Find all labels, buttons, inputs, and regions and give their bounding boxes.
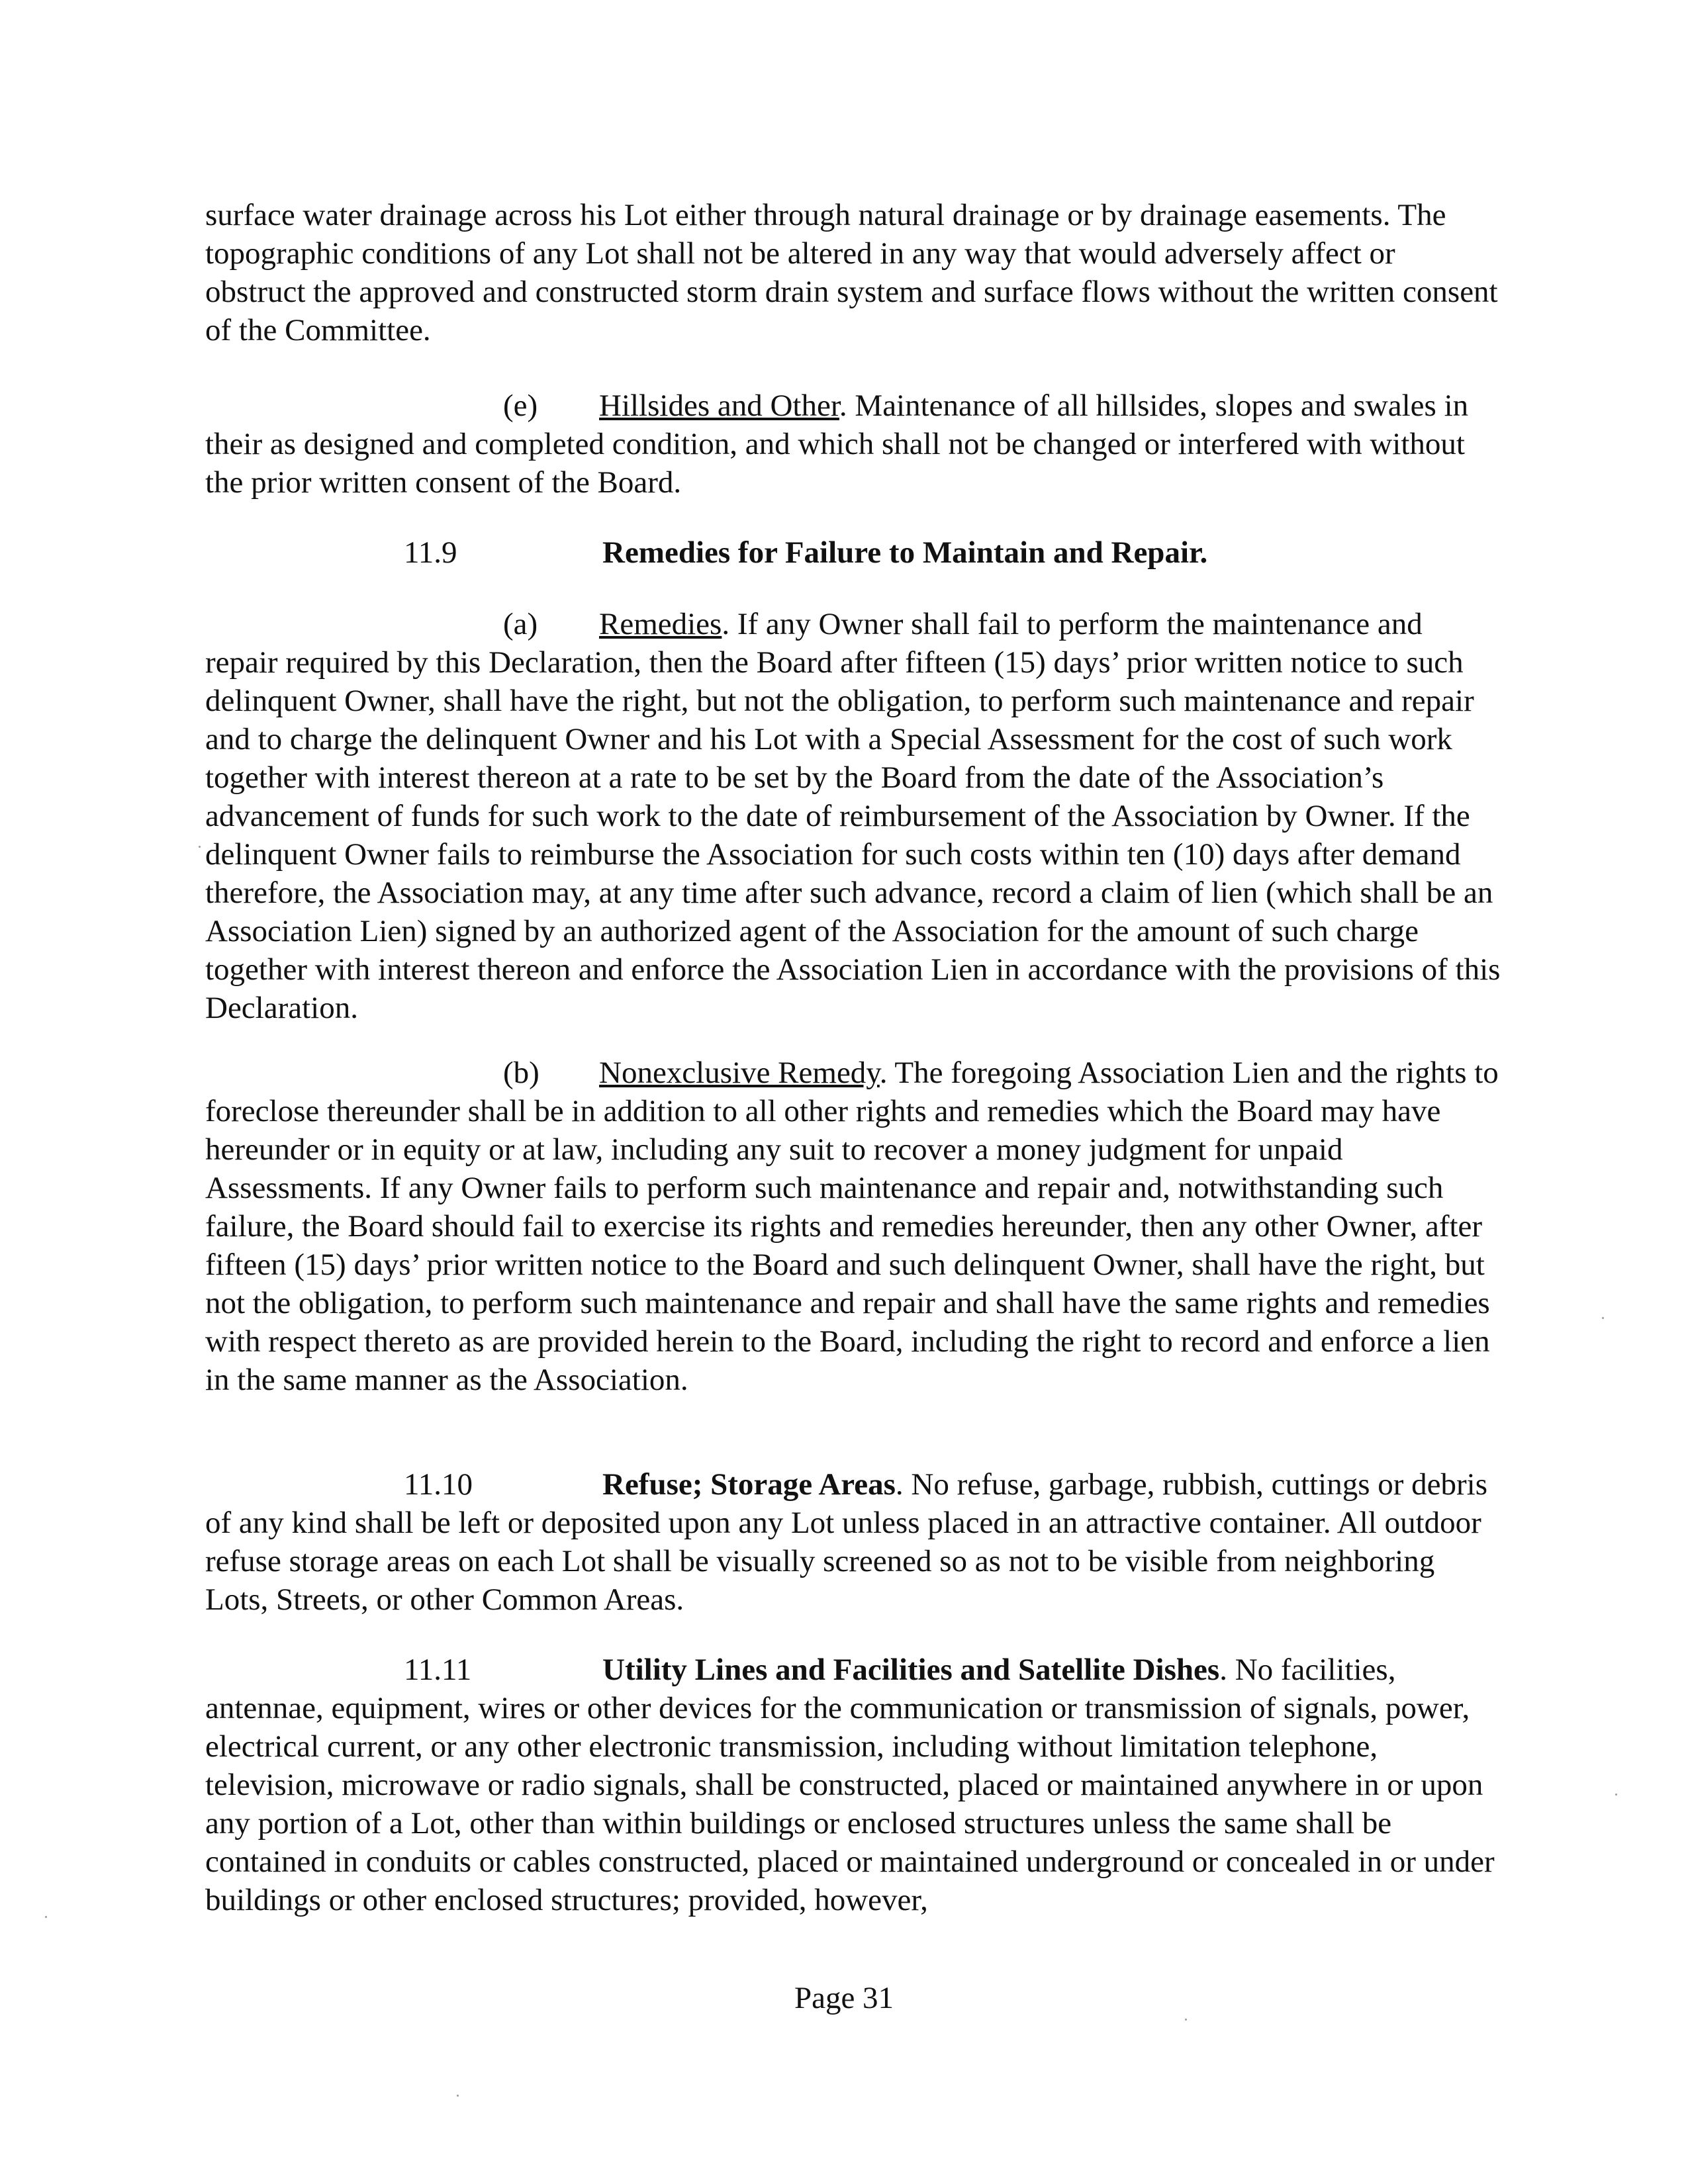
section-title: Refuse; Storage Areas xyxy=(602,1467,896,1502)
section-number: 11.11 xyxy=(404,1653,472,1687)
scan-speck xyxy=(45,1916,47,1918)
section-text: . No refuse, garbage, rubbish, cuttings or debris of any kind shall be left or deposited upon any Lot unless placed in an attractive container. All outdoor refuse storage areas on each Lot shall be visually screened so as not to be visible from neighboring Lots, Streets, or other Common Areas. xyxy=(205,1467,1488,1617)
scan-speck xyxy=(1615,1794,1617,1796)
subsection-label: (a) xyxy=(503,607,538,641)
section-11-10 xyxy=(205,1465,1503,1619)
section-11-9-heading xyxy=(205,533,1503,572)
subsection-a xyxy=(205,605,1503,1027)
section-number: 11.10 xyxy=(404,1467,473,1502)
section-title: Remedies for Failure to Maintain and Repair. xyxy=(602,535,1208,570)
scan-speck xyxy=(199,846,201,848)
subsection-b xyxy=(205,1054,1503,1399)
paragraph-continuation xyxy=(205,196,1503,349)
page-number: Page 31 xyxy=(794,1981,894,2015)
subsection-text: . Maintenance of all hillsides, slopes and swales in their as designed and completed condition, and which shall not be changed or interfered with without the prior written consent of the Board. xyxy=(205,388,1469,500)
scan-speck xyxy=(1185,2019,1187,2021)
section-11-11 xyxy=(205,1651,1503,1919)
subsection-label: (b) xyxy=(503,1056,539,1090)
subsection-text: . If any Owner shall fail to perform the maintenance and repair required by this Declaration, then the Board after fifteen (15) days’ prior written notice to such delinquent Owner, shall have the right, but not the obligation, to perform such maintenance and repair and to charge the delinquent Owner and his Lot with a Special Assessment for the cost of such work together with interest thereon at a rate to be set by the Board from the date of the Association’s advancement of funds for such work to the date of reimbursement of the Association by Owner. If the delinquent Owner fails to reimburse the Association for such costs within ten (10) days after demand therefore, the Association may, at any time after such advance, record a claim of lien (which shall be an Association Lien) signed by an authorized agent of the Association for the amount of such charge together with interest thereon and enforce the Association Lien in accordance with the provisions of this Declaration. xyxy=(205,607,1501,1025)
subsection-label: (e) xyxy=(503,388,538,423)
subsection-e xyxy=(205,387,1503,502)
subsection-title: Hillsides and Other xyxy=(599,388,839,423)
subsection-text: . The foregoing Association Lien and the rights to foreclose thereunder shall be in addition to all other rights and remedies which the Board may have hereunder or in equity or at law, including any suit to recover a money judgment for unpaid Assessments. If any Owner fails to perform such maintenance and repair and, notwithstanding such failure, the Board should fail to exercise its rights and remedies hereunder, then any other Owner, after fifteen (15) days’ prior written notice to the Board and such delinquent Owner, shall have the right, but not the obligation, to perform such maintenance and repair and shall have the same rights and remedies with respect thereto as are provided herein to the Board, including the right to record and enforce a lien in the same manner as the Association. xyxy=(205,1056,1499,1397)
scan-speck xyxy=(457,2095,459,2097)
scan-speck xyxy=(1602,1317,1604,1319)
section-text: . No facilities, antennae, equipment, wires or other devices for the communication or transmission of signals, power, electrical current, or any other electronic transmission, including without limitation telephone, television, microwave or radio signals, shall be constructed, placed or maintained anywhere in or upon any portion of a Lot, other than within buildings or enclosed structures unless the same shall be contained in conduits or cables constructed, placed or maintained underground or concealed in or under buildings or other enclosed structures; provided, however, xyxy=(205,1653,1495,1917)
section-number: 11.9 xyxy=(404,535,457,570)
section-title: Utility Lines and Facilities and Satellite Dishes xyxy=(602,1653,1220,1687)
paragraph-text: surface water drainage across his Lot either through natural drainage or by drainage easements. The topographic conditions of any Lot shall not be altered in any way that would adversely affect or obstruct the approved and constructed storm drain system and surface flows without the written consent of the Committee. xyxy=(205,198,1498,347)
subsection-title: Remedies xyxy=(599,607,722,641)
subsection-title: Nonexclusive Remedy xyxy=(599,1056,880,1090)
